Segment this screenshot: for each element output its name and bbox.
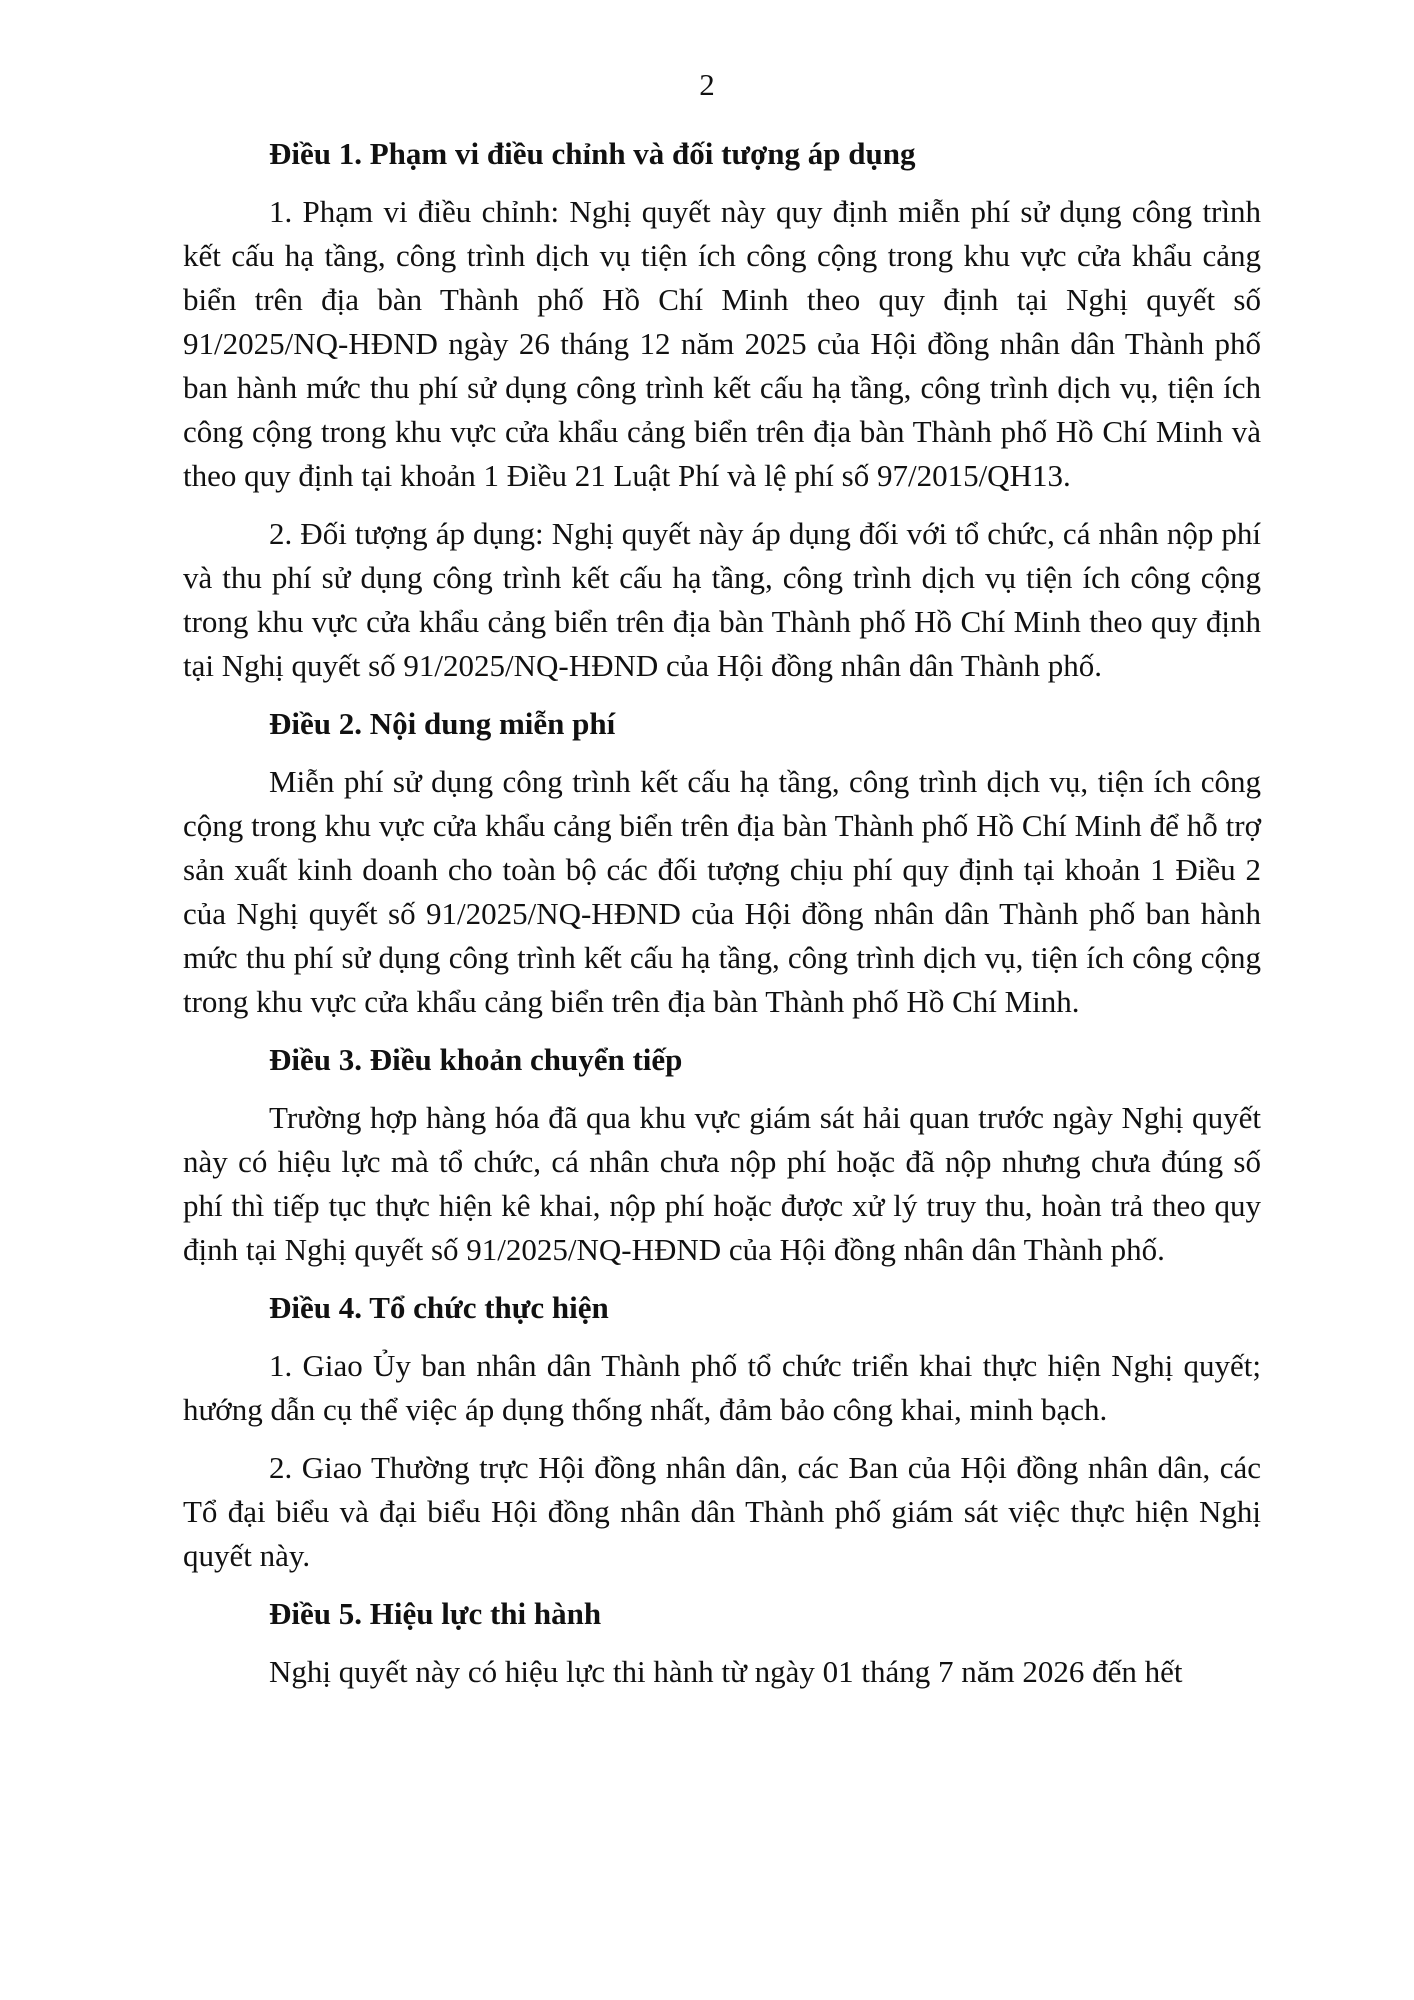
article-5-heading: Điều 5. Hiệu lực thi hành — [269, 1596, 602, 1631]
article-4-paragraph-1: 1. Giao Ủy ban nhân dân Thành phố tổ chức triển khai thực hiện Nghị quyết; hướng dẫn cụ thể việc áp dụng thống nhất, đảm bảo công khai, minh bạch. — [183, 1348, 1261, 1427]
article-1-paragraph-1: 1. Phạm vi điều chỉnh: Nghị quyết này quy định miễn phí sử dụng công trình kết cấu hạ tầng, công trình dịch vụ tiện ích công cộng trong khu vực cửa khẩu cảng biển trên địa bàn Thành phố Hồ Chí Minh theo quy định tại Nghị quyết số 91/2025/NQ-HĐND ngày 26 tháng 12 năm 2025 của Hội đồng nhân dân Thành phố ban hành mức thu phí sử dụng công trình kết cấu hạ tầng, công trình dịch vụ, tiện ích công cộng trong khu vực cửa khẩu cảng biển trên địa bàn Thành phố Hồ Chí Minh và theo quy định tại khoản 1 Điều 21 Luật Phí và lệ phí số 97/2015/QH13. — [183, 194, 1261, 493]
page-number: 2 — [699, 67, 715, 102]
article-2-heading: Điều 2. Nội dung miễn phí — [269, 706, 616, 741]
article-3-paragraph-1: Trường hợp hàng hóa đã qua khu vực giám sát hải quan trước ngày Nghị quyết này có hiệu lực mà tổ chức, cá nhân chưa nộp phí hoặc đã nộp nhưng chưa đúng số phí thì tiếp tục thực hiện kê khai, nộp phí hoặc được xử lý truy thu, hoàn trả theo quy định tại Nghị quyết số 91/2025/NQ-HĐND của Hội đồng nhân dân Thành phố. — [183, 1100, 1261, 1267]
article-5-paragraph-1: Nghị quyết này có hiệu lực thi hành từ ngày 01 tháng 7 năm 2026 đến hết — [269, 1654, 1183, 1689]
document-body — [183, 132, 1261, 1708]
article-1-paragraph-2: 2. Đối tượng áp dụng: Nghị quyết này áp dụng đối với tổ chức, cá nhân nộp phí và thu phí sử dụng công trình kết cấu hạ tầng, công trình dịch vụ tiện ích công cộng trong khu vực cửa khẩu cảng biển trên địa bàn Thành phố Hồ Chí Minh theo quy định tại Nghị quyết số 91/2025/NQ-HĐND của Hội đồng nhân dân Thành phố. — [183, 516, 1261, 683]
article-3-heading: Điều 3. Điều khoản chuyển tiếp — [269, 1042, 683, 1077]
article-4-paragraph-2: 2. Giao Thường trực Hội đồng nhân dân, các Ban của Hội đồng nhân dân, các Tổ đại biểu và đại biểu Hội đồng nhân dân Thành phố giám sát việc thực hiện Nghị quyết này. — [183, 1450, 1261, 1573]
article-2-paragraph-1: Miễn phí sử dụng công trình kết cấu hạ tầng, công trình dịch vụ, tiện ích công cộng trong khu vực cửa khẩu cảng biển trên địa bàn Thành phố Hồ Chí Minh để hỗ trợ sản xuất kinh doanh cho toàn bộ các đối tượng chịu phí quy định tại khoản 1 Điều 2 của Nghị quyết số 91/2025/NQ-HĐND của Hội đồng nhân dân Thành phố ban hành mức thu phí sử dụng công trình kết cấu hạ tầng, công trình dịch vụ, tiện ích công cộng trong khu vực cửa khẩu cảng biển trên địa bàn Thành phố Hồ Chí Minh. — [183, 764, 1261, 1019]
article-4-heading: Điều 4. Tổ chức thực hiện — [269, 1290, 609, 1325]
article-1-heading: Điều 1. Phạm vi điều chỉnh và đối tượng áp dụng — [269, 136, 916, 171]
